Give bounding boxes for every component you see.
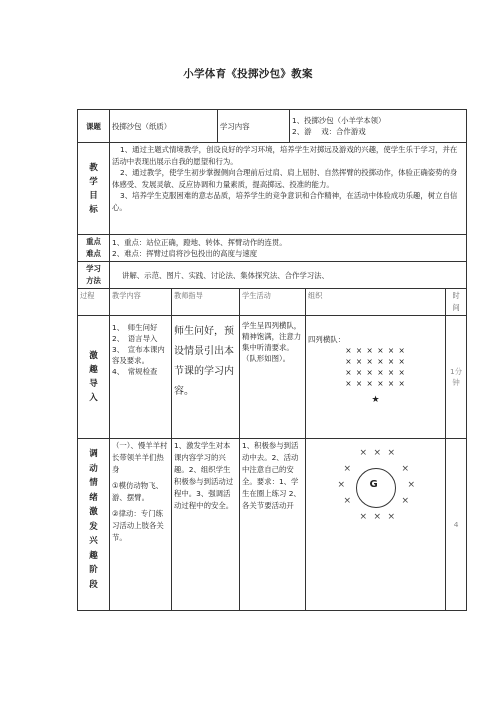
stage-1-organize <box>306 316 446 439</box>
header-teacher: 教师指导 <box>172 289 240 316</box>
stage-2-content-3: ②律动：专门练习活动上肢各关节。 <box>112 509 164 542</box>
stage-2-content <box>110 439 172 611</box>
stage-1-content-2: 2、 语言导入 <box>112 334 158 343</box>
stage-1-student: 学生呈四列横队，精神饱满，注意力集中听清要求。（队形如图）。 <box>240 316 306 439</box>
student-mark-icon: × <box>401 464 410 474</box>
stage-2-teacher: 1、激发学生对本课内容学习的兴趣。2、组织学生积极参与到活动过程中。3、强调活动过程中的安全。 <box>172 439 240 611</box>
teacher-marker: G <box>369 479 378 490</box>
key-item-2: 2、难点：挥臂过肩将沙包投出的高度与速度 <box>112 249 258 258</box>
header-time: 时 间 <box>446 289 467 316</box>
topic-content <box>290 110 467 143</box>
method-row <box>78 262 467 289</box>
lesson-table <box>77 109 467 611</box>
student-mark-icon: × <box>373 512 382 522</box>
stage-2-student: 1、积极参与到活动中去。2、活动中注意自己的安全。要求：1、学生在圈上练习 2、各关节要活动开 <box>240 439 306 611</box>
stage-1-content-4: 4、 常规检查 <box>112 367 158 376</box>
topic-row <box>78 110 467 143</box>
goal-row <box>78 143 467 235</box>
goal-item-1: 1、通过主题式情境教学，创设良好的学习环境，培养学生对掷远及游戏的兴趣，使学生乐于学习，并在活动中表现出展示自我的愿望和行为。 <box>112 145 458 166</box>
formation-title: 四列横队： <box>308 335 345 344</box>
header-content: 教学内容 <box>110 289 172 316</box>
goal-label: 教 学 目 标 <box>78 143 110 235</box>
student-mark-icon: × <box>343 496 352 506</box>
header-process: 过程 <box>78 289 110 316</box>
circle-formation-diagram <box>334 446 418 530</box>
formation-rows <box>308 345 443 389</box>
student-mark-icon: × <box>373 448 382 458</box>
teacher-star-icon: ★ <box>371 395 380 405</box>
stage-2-time: 4 <box>446 439 467 611</box>
topic-value: 投掷沙包（纸质） <box>110 110 218 143</box>
method-value: 讲解、示范、图片、实践、讨论法、集体探究法、合作学习法、 <box>110 262 467 289</box>
stage-2-content-2: ①模仿动物飞、游、摆臂。 <box>112 481 163 502</box>
stage-1-content-1: 1、 师生问好 <box>112 323 158 332</box>
key-row <box>78 235 467 262</box>
goal-item-3: 3、培养学生克服困难的意志品质，培养学生的竞争意识和合作精神，在活动中体验成功乐趣，树立自信心。 <box>112 191 458 212</box>
topic-content-2: 2、游 戏：合作游戏 <box>292 127 366 136</box>
stage-2-row <box>78 439 467 611</box>
topic-label: 课题 <box>78 110 110 143</box>
goal-item-2: 2、通过教学，使学生初步掌握侧向合理前后过肩、肩上屈肘、自然挥臂的投掷动作，体验正确姿势的身体感受、发展灵敏、反应协调和力量素质，提高掷远、投准的能力。 <box>112 168 458 189</box>
goal-content <box>110 143 467 235</box>
stage-1-content-3: 3、 宣布本课内容及要求。 <box>112 345 165 365</box>
key-item-1: 1、重点：站位正确，蹬地、转体、挥臂动作的连贯。 <box>112 238 287 247</box>
stage-2-organize <box>306 439 446 611</box>
student-mark-icon: × <box>359 512 368 522</box>
student-mark-icon: × <box>337 480 346 490</box>
stage-1-teacher: 师生问好，预设情景引出本节课的学习内容。 <box>172 316 240 439</box>
stage-1-row <box>78 316 467 439</box>
content-label: 学习内容 <box>218 110 290 143</box>
stage-1-content <box>110 316 172 439</box>
student-mark-icon: × <box>343 464 352 474</box>
process-header-row <box>78 289 467 316</box>
student-mark-icon: × <box>407 480 416 490</box>
formation-row: × × × × × × <box>345 357 406 366</box>
formation-row: × × × × × × <box>345 379 406 388</box>
formation-row: × × × × × × <box>345 346 406 355</box>
stage-1-time: 1分钟 <box>446 316 467 439</box>
key-label: 重点 难点 <box>78 235 110 262</box>
method-label: 学习 方法 <box>78 262 110 289</box>
student-mark-icon: × <box>359 448 368 458</box>
student-mark-icon: × <box>387 512 396 522</box>
student-mark-icon: × <box>387 448 396 458</box>
formation-row: × × × × × × <box>345 368 406 377</box>
stage-1-label: 激 趣 导 入 <box>78 316 110 439</box>
page-title: 小学体育《投掷沙包》教案 <box>183 68 313 80</box>
stage-2-label: 调 动 情 绪 激 发 兴 趣 阶 段 <box>78 439 110 611</box>
stage-2-content-1: （一）、慢羊羊村长带领羊羊们热身 <box>112 441 168 474</box>
header-student: 学生活动 <box>240 289 306 316</box>
student-mark-icon: × <box>401 496 410 506</box>
header-organize: 组织 <box>306 289 446 316</box>
key-content <box>110 235 467 262</box>
topic-content-1: 1、投掷沙包（小羊学本领） <box>292 116 386 125</box>
